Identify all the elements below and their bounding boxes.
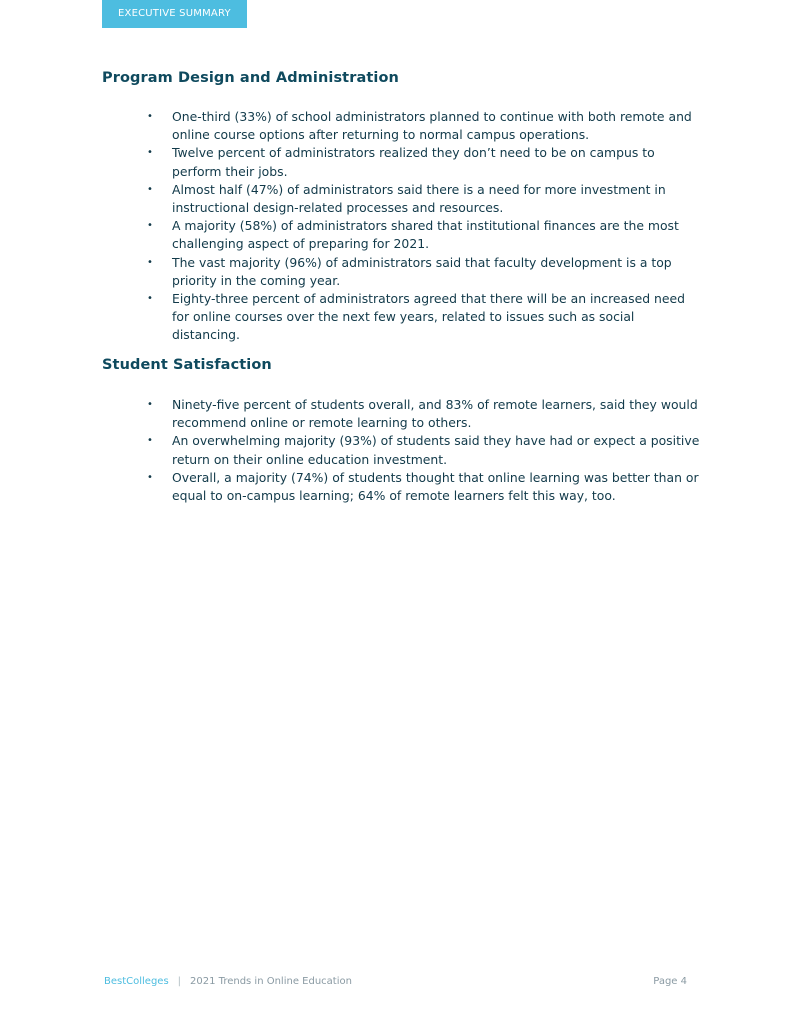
section-program-design: [102, 68, 702, 345]
list-item: [102, 181, 702, 217]
footer-report-title: 2021 Trends in Online Education: [190, 976, 352, 987]
section-heading: Student Satisfaction: [102, 357, 272, 373]
list-item-text: A majority (58%) of administrators shared that institutional finances are the most challenging aspect of preparing for 2021.: [172, 218, 679, 252]
list-item-text: Almost half (47%) of administrators said there is a need for more investment in instructional design-related processes and resources.: [172, 181, 666, 216]
section-student-satisfaction: [102, 355, 702, 505]
list-item-text: Twelve percent of administrators realized they don’t need to be on campus to perform their jobs.: [172, 145, 655, 179]
list-item: [102, 254, 702, 290]
list-item: [102, 290, 702, 345]
section-tab: EXECUTIVE SUMMARY: [102, 0, 247, 28]
list-item: [102, 469, 702, 505]
section-heading: Program Design and Administration: [102, 70, 399, 86]
bullet-icon: •: [147, 111, 153, 122]
page-footer: [104, 975, 687, 989]
list-item: [102, 108, 702, 144]
list-item-text: Eighty-three percent of administrators agreed that there will be an increased need for online courses over the next few years, related to issues such as social distancing.: [172, 291, 685, 343]
list-item-text: An overwhelming majority (93%) of students said they have had or expect a positive return on their online education investment.: [172, 433, 700, 467]
bullet-icon: •: [147, 399, 153, 410]
list-item: [102, 396, 702, 432]
list-item: [102, 432, 702, 468]
list-item-text: Ninety-five percent of students overall, and 83% of remote learners, said they would recommend online or remote learning to others.: [172, 397, 698, 431]
list-item-text: One-third (33%) of school administrators planned to continue with both remote and online course options after returning to normal campus operations.: [172, 109, 692, 143]
list-item: [102, 217, 702, 253]
bullet-icon: •: [147, 293, 153, 305]
bullet-icon: •: [147, 256, 153, 268]
bullet-list: [102, 108, 702, 345]
bullet-icon: •: [147, 147, 153, 159]
page-number: Page 4: [653, 976, 687, 987]
list-item: [102, 144, 702, 180]
bullet-icon: •: [147, 183, 153, 195]
bullet-icon: •: [147, 220, 153, 232]
footer-separator: |: [177, 976, 182, 987]
list-item-text: The vast majority (96%) of administrators said that faculty development is a top priority in the coming year.: [172, 254, 672, 288]
bullet-list: [102, 396, 702, 505]
footer-brand: BestColleges: [104, 976, 169, 987]
list-item-text: Overall, a majority (74%) of students thought that online learning was better than or equal to on-campus learning; 64% of remote learners felt this way, too.: [172, 469, 699, 504]
bullet-icon: •: [147, 471, 153, 483]
bullet-icon: •: [147, 435, 153, 447]
